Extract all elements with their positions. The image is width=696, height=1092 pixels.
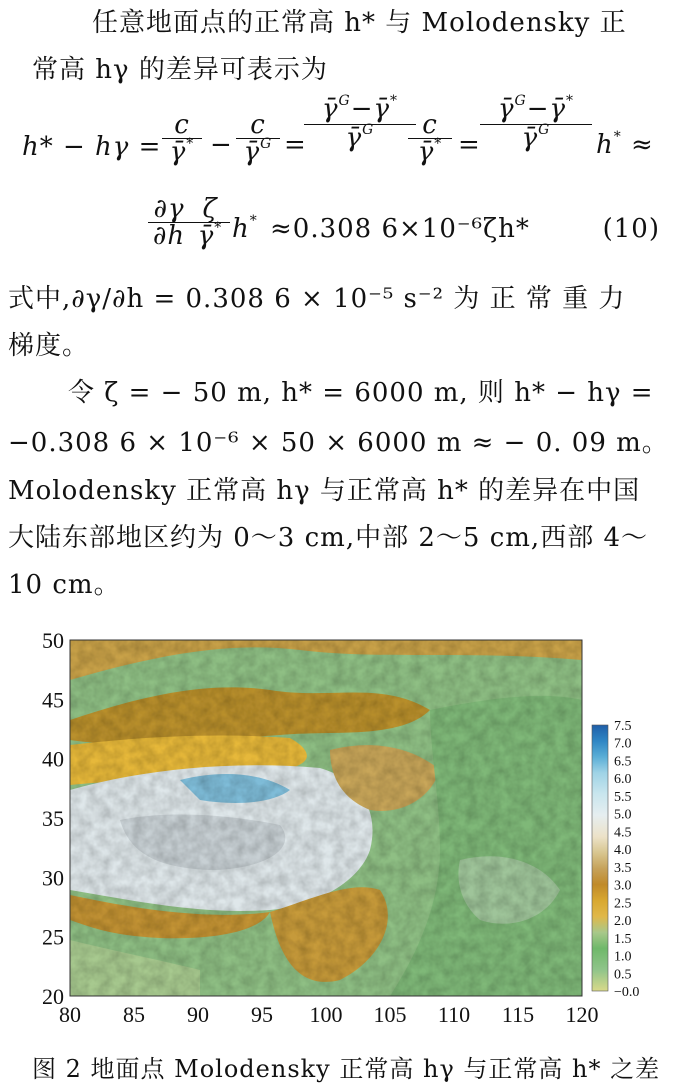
x-tick-label: 100 — [309, 1002, 343, 1027]
colorbar-tick-label: 2.5 — [614, 896, 632, 912]
y-axis-ticks — [42, 628, 64, 1009]
y-tick-label: 30 — [42, 865, 64, 891]
para3-line5: 10 cm。 — [8, 570, 121, 600]
eq-h-star: h* — [232, 213, 258, 244]
para1-line2: 常高 hγ 的差异可表示为 — [32, 55, 328, 85]
colorbar-tick-label: 1.0 — [614, 949, 632, 965]
eq-minus: − — [210, 130, 233, 160]
colorbar-tick-label: 3.0 — [614, 878, 632, 894]
colorbar-tick-label: 5.5 — [614, 789, 632, 805]
eq-frac-1: c γ̄* — [162, 112, 202, 165]
x-tick-label: 95 — [251, 1002, 273, 1027]
para3-line4: 大陆东部地区约为 0～3 cm,中部 2～5 cm,西部 4～ — [8, 523, 648, 553]
para3-line2: −0.308 6 × 10⁻⁶ × 50 × 6000 m ≈ − 0. 09 m。 — [8, 428, 669, 458]
para2-line2: 梯度。 — [8, 331, 90, 361]
y-tick-label: 45 — [42, 687, 64, 713]
y-tick-label: 40 — [42, 746, 64, 772]
x-tick-label: 120 — [565, 1002, 599, 1027]
colorbar-tick-label: 1.5 — [614, 931, 632, 947]
para3-line1: 令 ζ = − 50 m, h* = 6000 m, 则 h* − hγ = — [68, 378, 654, 408]
x-tick-label: 110 — [437, 1002, 471, 1027]
eq-equals-2: = — [458, 130, 481, 160]
eq-equals-1: = — [284, 130, 307, 160]
colorbar-tick-label: 7.5 — [614, 719, 632, 734]
eq-frac-5: γ̄$^G$−γ̄* γ̄$^G$ — [480, 96, 592, 151]
para3-line3: Molodensky 正常高 hγ 与正常高 h* 的差异在中国 — [8, 476, 641, 506]
para2-line1: 式中,∂γ/∂h = 0.308 6 × 10⁻⁵ s⁻² 为 正 常 重 力 — [8, 284, 626, 314]
eq-value: ≈0.308 6×10⁻⁶ζh* — [270, 214, 530, 244]
eq-frac-4: c γ̄* — [408, 112, 452, 165]
eq-number: (10) — [602, 214, 660, 244]
eq-frac-6: ∂γ ∂h — [148, 196, 190, 249]
colorbar-tick-label: 4.5 — [614, 825, 632, 841]
heatmap-plot-area — [70, 640, 582, 996]
colorbar-tick-label: 2.0 — [614, 914, 632, 930]
para1-line1: 任意地面点的正常高 h* 与 Molodensky 正 — [92, 8, 627, 38]
x-tick-label: 115 — [501, 1002, 535, 1027]
y-tick-label: 25 — [42, 924, 64, 950]
eq-frac-2: c γ̄$^G$ — [236, 112, 280, 165]
x-tick-label: 85 — [123, 1002, 145, 1027]
colorbar — [592, 725, 608, 991]
x-tick-label: 90 — [187, 1002, 209, 1027]
y-tick-label: 20 — [42, 984, 64, 1009]
eq-lhs: h* − hγ = — [22, 132, 162, 162]
colorbar-tick-label: 0.5 — [614, 967, 632, 983]
colorbar-tick-label: 3.5 — [614, 860, 632, 876]
colorbar-tick-label: 6.0 — [614, 772, 632, 788]
eq-frac-3: γ̄$^G$−γ̄* γ̄$^G$ — [304, 96, 416, 151]
eq-tail: h* ≈ — [596, 129, 654, 160]
x-tick-label: 105 — [373, 1002, 407, 1027]
eq-frac-7: ζ γ̄* — [190, 196, 230, 249]
heatmap-figure — [0, 620, 696, 1040]
y-tick-label: 50 — [42, 628, 64, 653]
colorbar-ticks — [614, 719, 639, 1000]
x-axis-ticks — [59, 1002, 599, 1027]
colorbar-tick-label: 5.0 — [614, 807, 632, 823]
colorbar-tick-label: 4.0 — [614, 843, 632, 859]
x-tick-label: 80 — [59, 1002, 81, 1027]
figure-caption: 图 2 地面点 Molodensky 正常高 hγ 与正常高 h* 之差 — [32, 1055, 661, 1083]
colorbar-tick-label: 6.5 — [614, 754, 632, 770]
colorbar-tick-label: 7.0 — [614, 736, 632, 752]
y-tick-label: 35 — [42, 806, 64, 831]
colorbar-tick-label: −0.0 — [614, 985, 640, 1000]
